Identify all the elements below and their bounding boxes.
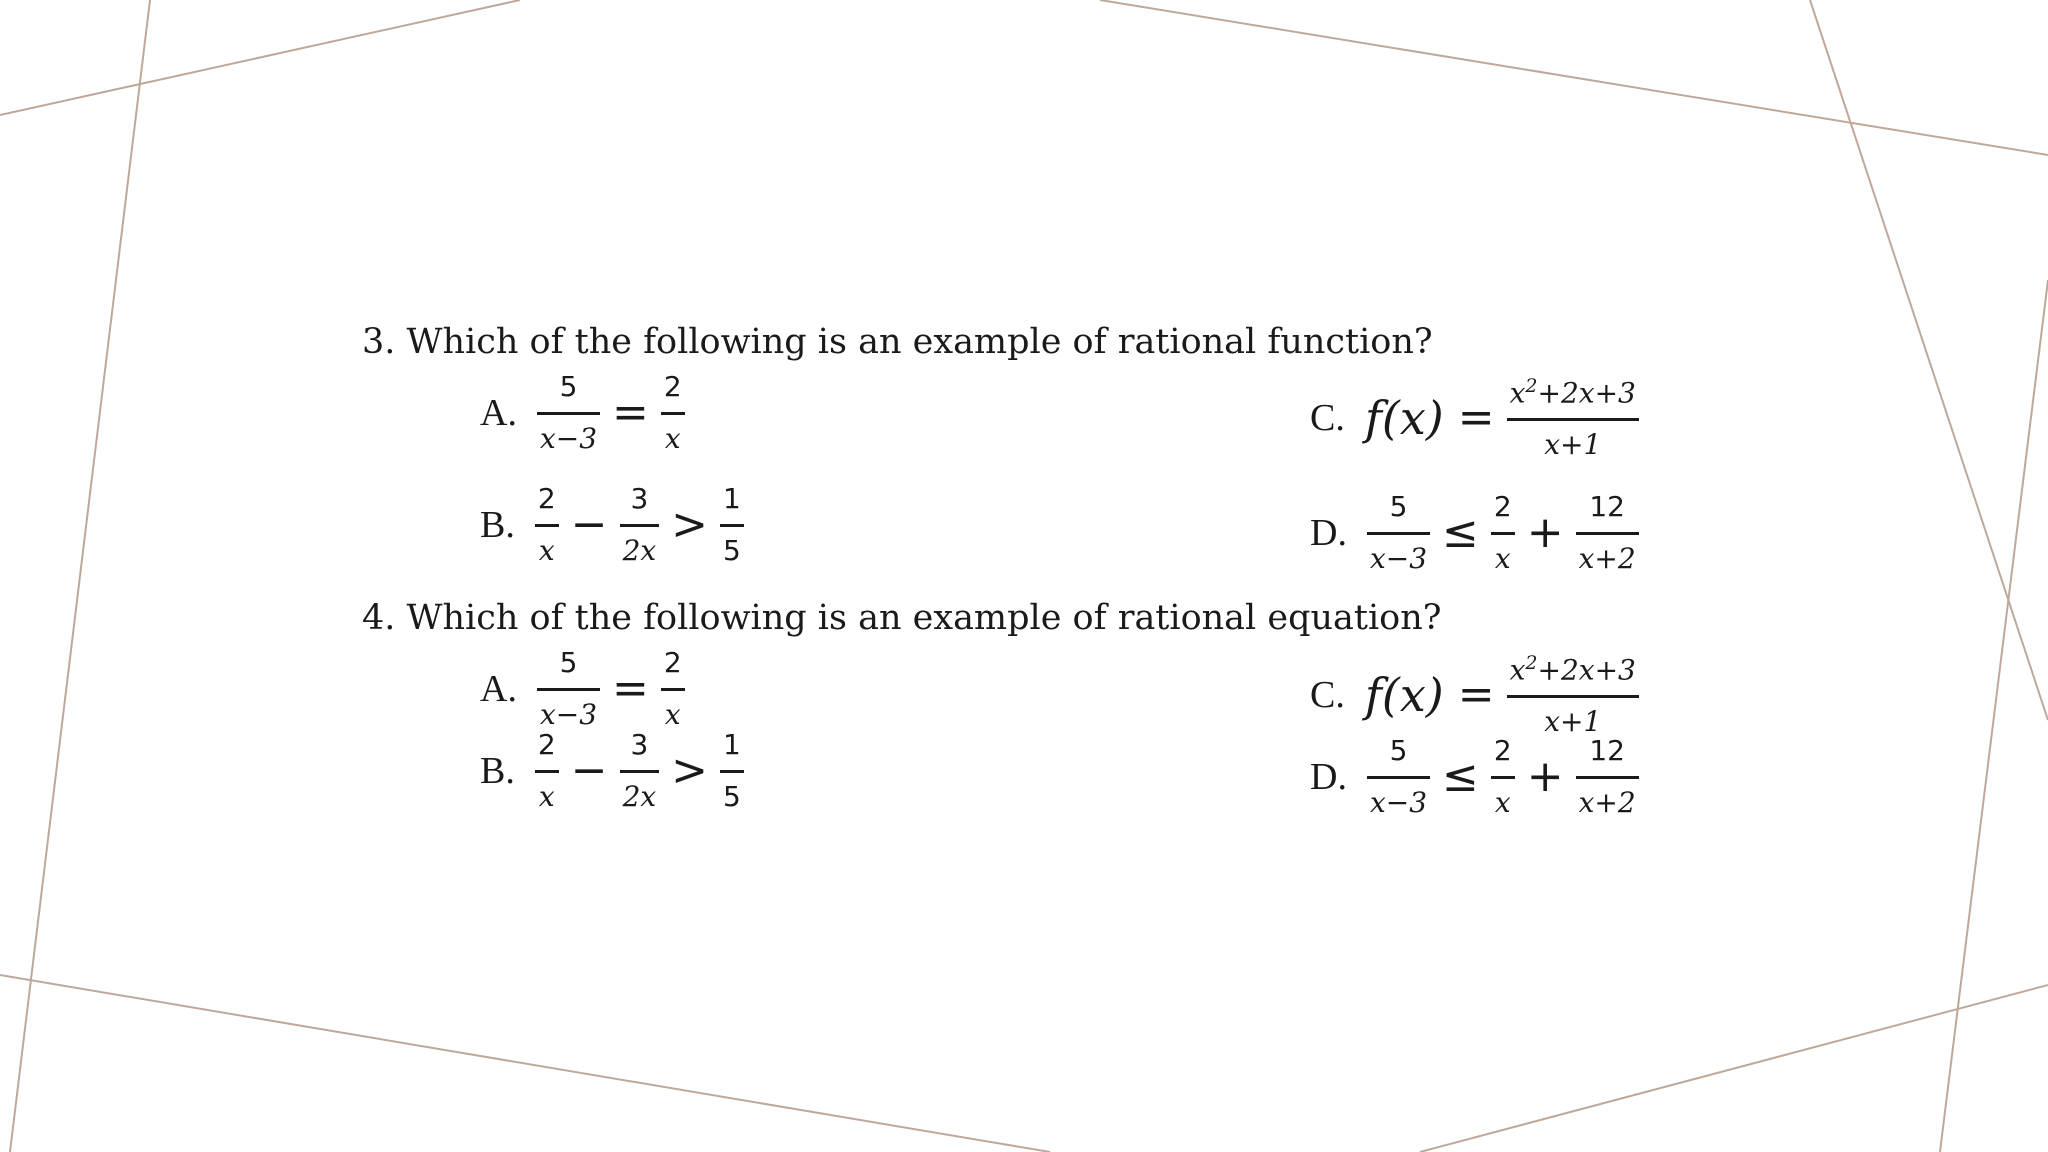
numerator-rest: +2x+3	[1537, 652, 1636, 686]
question-3-option-c[interactable]	[1310, 363, 1645, 473]
greater-than-sign: >	[671, 745, 709, 796]
option-letter: D.	[1310, 756, 1347, 798]
fraction	[1576, 489, 1639, 575]
option-expression	[529, 481, 750, 567]
option-letter: A.	[480, 392, 517, 434]
numerator: 5	[1389, 489, 1408, 523]
numerator: 2	[537, 727, 556, 761]
option-letter: D.	[1310, 512, 1347, 554]
denominator: 5	[723, 533, 741, 567]
minus-sign: −	[570, 499, 608, 550]
greater-than-sign: >	[671, 499, 709, 550]
equals-sign: =	[1457, 391, 1495, 443]
denominator: x−3	[539, 421, 598, 455]
numerator: 2	[537, 481, 556, 515]
fraction	[1367, 489, 1430, 575]
option-expression	[1361, 733, 1645, 819]
question-4-option-d[interactable]	[1310, 722, 1645, 832]
denominator: x−3	[539, 697, 598, 731]
fraction	[620, 481, 660, 567]
denominator: x+2	[1578, 785, 1636, 819]
question-3-option-a[interactable]	[480, 358, 691, 468]
denominator: x	[1494, 541, 1511, 575]
numerator: 2	[1493, 733, 1512, 767]
denominator: x+2	[1578, 541, 1636, 575]
fraction	[720, 727, 744, 813]
denominator: x−3	[1369, 541, 1428, 575]
denominator: x	[1494, 785, 1511, 819]
numerator: 1	[723, 481, 741, 515]
fraction	[620, 727, 660, 813]
fraction	[535, 481, 559, 567]
fraction	[1491, 489, 1515, 575]
option-expression	[1359, 376, 1645, 461]
numerator	[1507, 376, 1639, 418]
equals-sign: =	[612, 387, 649, 438]
numerator: 12	[1589, 489, 1625, 523]
plus-sign: +	[1526, 751, 1564, 802]
fraction	[1576, 733, 1639, 819]
less-or-equal-sign: ≤	[1442, 751, 1479, 802]
denominator: 2x	[622, 779, 657, 813]
numerator: 12	[1589, 733, 1625, 767]
numerator: 3	[630, 481, 649, 515]
numerator-base: x	[1509, 375, 1526, 409]
denominator: 2x	[622, 533, 657, 567]
numerator: 5	[559, 645, 578, 679]
question-4-option-b[interactable]	[480, 716, 750, 826]
numerator-exponent: 2	[1525, 374, 1538, 397]
fraction	[535, 727, 559, 813]
numerator: 2	[663, 369, 682, 403]
question-3-option-b[interactable]	[480, 470, 750, 580]
option-letter: A.	[480, 668, 517, 710]
denominator: x	[538, 779, 555, 813]
equals-sign: =	[1457, 668, 1495, 720]
numerator: 5	[1389, 733, 1408, 767]
option-letter: B.	[480, 750, 515, 792]
numerator-exponent: 2	[1525, 651, 1538, 674]
denominator: 5	[723, 779, 741, 813]
question-3-stem: 3. Which of the following is an example of rational function?	[362, 322, 1433, 362]
fraction	[661, 369, 685, 455]
fraction	[1491, 733, 1515, 819]
option-letter: B.	[480, 504, 515, 546]
less-or-equal-sign: ≤	[1442, 507, 1479, 558]
denominator: x+1	[1544, 427, 1602, 461]
function-name: f(x)	[1364, 667, 1444, 722]
numerator	[1507, 653, 1639, 695]
numerator: 2	[663, 645, 682, 679]
fraction	[720, 481, 744, 567]
numerator: 2	[1493, 489, 1512, 523]
option-letter: C.	[1310, 397, 1345, 439]
denominator: x+1	[1544, 704, 1602, 738]
option-expression	[531, 369, 691, 455]
equals-sign: =	[612, 663, 649, 714]
option-expression	[1361, 489, 1645, 575]
numerator: 5	[559, 369, 578, 403]
option-expression	[529, 727, 750, 813]
denominator: x	[664, 697, 681, 731]
numerator-rest: +2x+3	[1537, 375, 1636, 409]
fraction	[537, 369, 600, 455]
option-letter: C.	[1310, 674, 1345, 716]
numerator: 3	[630, 727, 649, 761]
fraction	[1367, 733, 1430, 819]
question-3-option-d[interactable]	[1310, 478, 1645, 588]
plus-sign: +	[1526, 507, 1564, 558]
numerator: 1	[723, 727, 741, 761]
question-4-stem: 4. Which of the following is an example of rational equation?	[362, 598, 1442, 638]
denominator: x	[538, 533, 555, 567]
minus-sign: −	[570, 745, 608, 796]
function-name: f(x)	[1364, 390, 1444, 445]
numerator-base: x	[1509, 652, 1526, 686]
fraction	[1507, 376, 1639, 461]
denominator: x	[664, 421, 681, 455]
denominator: x−3	[1369, 785, 1428, 819]
